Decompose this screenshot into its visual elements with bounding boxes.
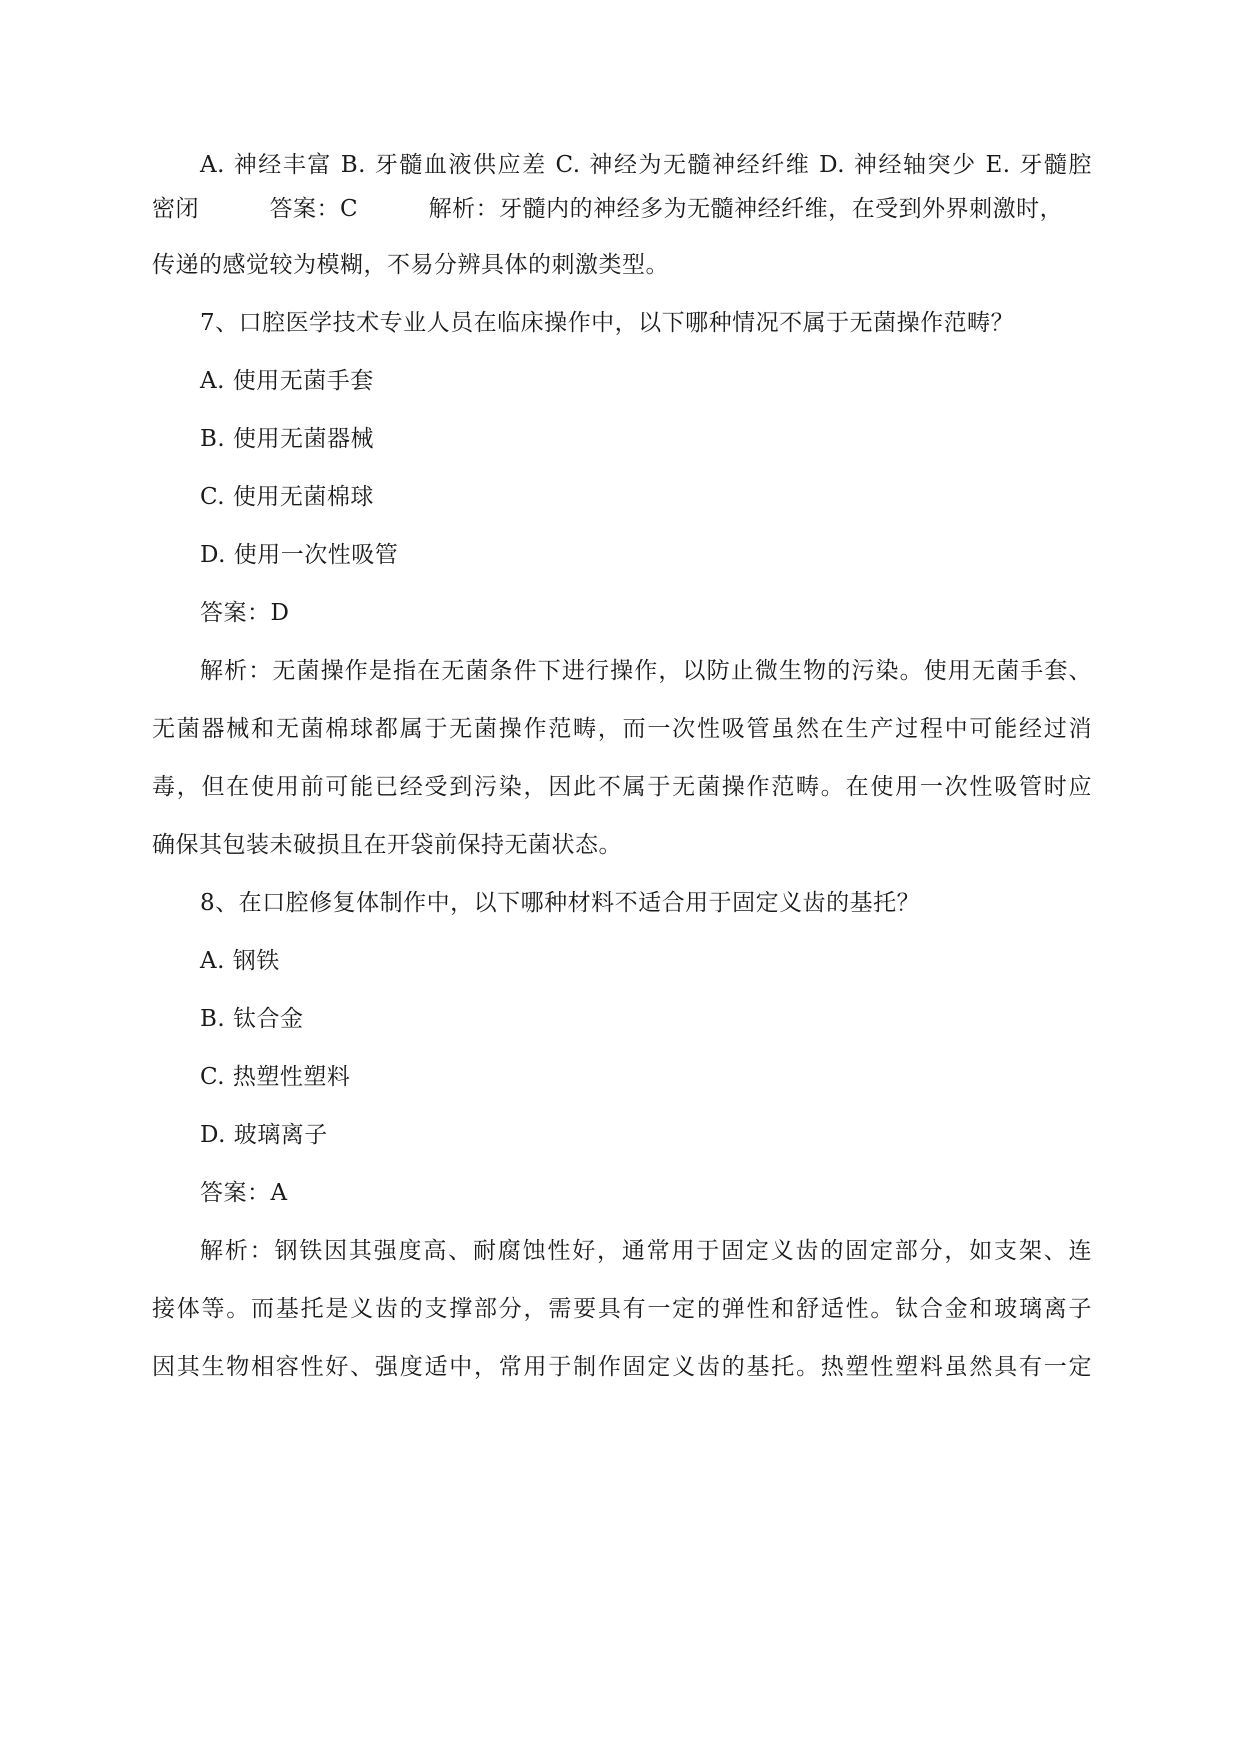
q8-option-a: A. 钢铁 <box>200 948 280 974</box>
q7-option-b: B. 使用无菌器械 <box>200 426 375 452</box>
q8-explanation-line-3: 因其生物相容性好、强度适中，常用于制作固定义齿的基托。热塑性塑料虽然具有一定 <box>152 1354 1092 1380</box>
q8-option-b: B. 钛合金 <box>200 1006 304 1032</box>
q7-question: 7、口腔医学技术专业人员在临床操作中，以下哪种情况不属于无菌操作范畴？ <box>200 310 1015 336</box>
q7-explanation-line-4: 确保其包装未破损且在开袋前保持无菌状态。 <box>152 832 622 858</box>
q8-answer: 答案：A <box>200 1180 288 1206</box>
q7-explanation-line-2: 无菌器械和无菌棉球都属于无菌操作范畴，而一次性吸管虽然在生产过程中可能经过消 <box>152 716 1092 742</box>
q6-options-line-1: A. 神经丰富 B. 牙髓血液供应差 C. 神经为无髓神经纤维 D. 神经轴突少 E. 牙髓腔 <box>200 152 1092 178</box>
q7-option-c: C. 使用无菌棉球 <box>200 484 374 510</box>
q6-answer-line: 密闭 答案：C 解析：牙髓内的神经多为无髓神经纤维，在受到外界刺激时， <box>152 196 1064 222</box>
q7-option-a: A. 使用无菌手套 <box>200 368 374 394</box>
q8-question: 8、在口腔修复体制作中，以下哪种材料不适合用于固定义齿的基托？ <box>200 890 921 916</box>
q7-option-d: D. 使用一次性吸管 <box>200 542 399 568</box>
q7-explanation-line-1: 解析：无菌操作是指在无菌条件下进行操作，以防止微生物的污染。使用无菌手套、 <box>200 658 1092 684</box>
q8-option-d: D. 玻璃离子 <box>200 1122 328 1148</box>
q8-explanation-line-2: 接体等。而基托是义齿的支撑部分，需要具有一定的弹性和舒适性。钛合金和玻璃离子 <box>152 1296 1092 1322</box>
q7-explanation-line-3: 毒，但在使用前可能已经受到污染，因此不属于无菌操作范畴。在使用一次性吸管时应 <box>152 774 1092 800</box>
q8-option-c: C. 热塑性塑料 <box>200 1064 351 1090</box>
q7-answer: 答案：D <box>200 600 290 626</box>
q6-explanation-line: 传递的感觉较为模糊，不易分辨具体的刺激类型。 <box>152 252 669 278</box>
q8-explanation-line-1: 解析：钢铁因其强度高、耐腐蚀性好，通常用于固定义齿的固定部分，如支架、连 <box>200 1238 1092 1264</box>
